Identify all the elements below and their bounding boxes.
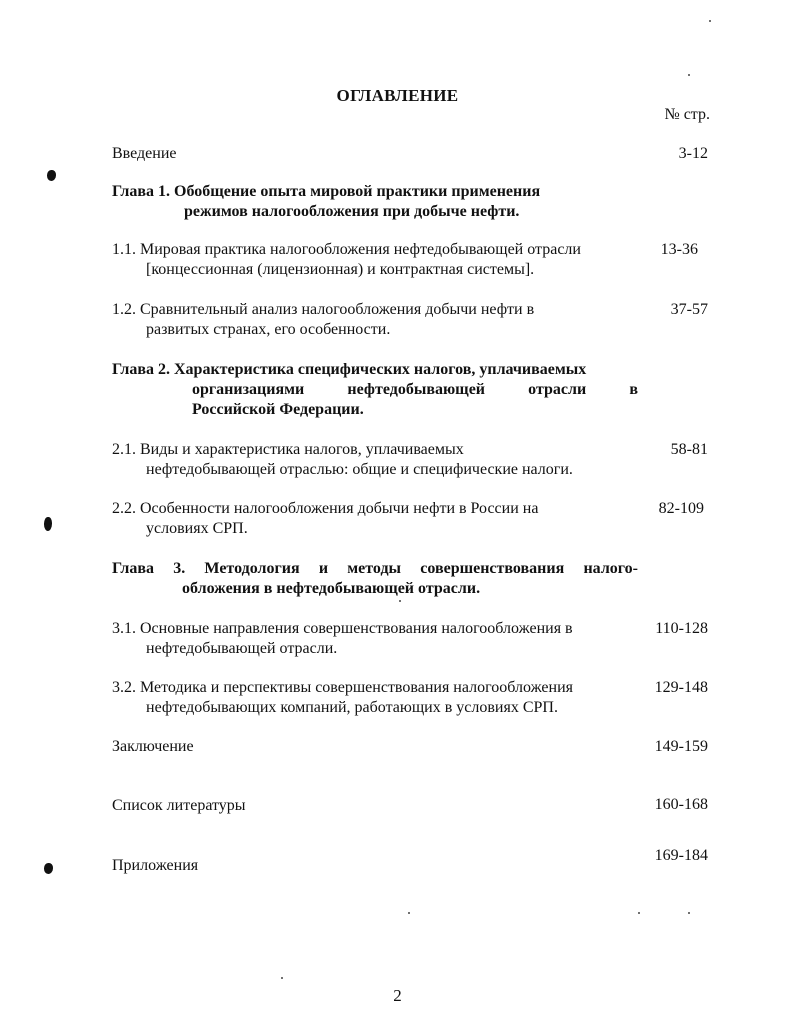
toc-entry-introduction (112, 144, 632, 164)
scan-mark (47, 170, 56, 181)
scan-speck (709, 20, 711, 22)
scan-speck (408, 912, 410, 914)
toc-appendices (112, 856, 632, 876)
toc-page-range: 58-81 (670, 441, 708, 458)
scan-speck (281, 977, 283, 979)
toc-section-2-1 (112, 440, 632, 480)
toc-page-range: 13-36 (660, 241, 698, 258)
toc-page-range: 149-159 (654, 738, 708, 755)
page-title: ОГЛАВЛЕНИЕ (336, 86, 459, 105)
toc-entry-text-cont: организациями нефтедобывающей отрасли в (192, 381, 638, 398)
toc-conclusion (112, 737, 632, 757)
toc-page-range: 160-168 (654, 796, 708, 813)
toc-entry-text-cont: условиях СРП. (146, 520, 248, 537)
toc-entry-text-cont: обложения в нефтедобывающей отрасли. (182, 580, 481, 597)
toc-entry-text: 2.2. Особенности налогообложения добычи нефти в России на (112, 500, 539, 517)
toc-bibliography (112, 796, 632, 816)
page-column-header: № стр. (664, 106, 710, 123)
page-number: 2 (393, 986, 402, 1005)
toc-entry-text: 1.2. Сравнительный анализ налогообложения добычи нефти в (112, 301, 535, 318)
toc-entry-text: 1.1. Мировая практика налогообложения нефтедобывающей отрасли (112, 241, 581, 258)
toc-entry-text: 2.1. Виды и характеристика налогов, уплачиваемых (112, 441, 464, 458)
toc-entry-text: Приложения (112, 857, 199, 874)
toc-entry-text-cont: Российской Федерации. (192, 401, 364, 418)
toc-entry-text-cont: нефтедобывающих компаний, работающих в условиях СРП. (146, 699, 558, 716)
scan-speck (399, 600, 401, 602)
toc-entry-text: Заключение (112, 738, 194, 755)
toc-section-3-2 (112, 678, 632, 718)
toc-section-1-2 (112, 300, 632, 340)
toc-page-range: 82-109 (658, 500, 704, 517)
toc-section-2-2 (112, 499, 632, 539)
toc-entry-text-cont: режимов налогообложения при добыче нефти. (184, 203, 520, 220)
scan-mark (44, 863, 53, 874)
toc-entry-text: 3.2. Методика и перспективы совершенствования налогообложения (112, 679, 574, 696)
toc-page-range: 169-184 (654, 847, 708, 864)
toc-entry-text-cont: нефтедобывающей отраслью: общие и специфические налоги. (146, 461, 573, 478)
toc-page-range: 110-128 (655, 620, 708, 637)
toc-entry-text: Глава 3. Методология и методы совершенствования налого- (112, 560, 638, 577)
toc-entry-text: Список литературы (112, 797, 246, 814)
toc-page-range: 129-148 (654, 679, 708, 696)
toc-entry-text: Глава 1. Обобщение опыта мировой практики применения (112, 183, 541, 200)
scan-mark (44, 517, 52, 531)
toc-chapter-3 (112, 559, 638, 599)
toc-entry-text: Введение (112, 145, 177, 162)
scan-speck (688, 912, 690, 914)
toc-chapter-1 (112, 182, 632, 222)
scan-speck (688, 74, 690, 76)
scan-speck (638, 912, 640, 914)
toc-entry-text: 3.1. Основные направления совершенствования налогообложения в (112, 620, 573, 637)
toc-section-1-1 (112, 240, 632, 280)
toc-page-range: 37-57 (670, 301, 708, 318)
toc-section-3-1 (112, 619, 632, 659)
toc-entry-text-cont: [концессионная (лицензионная) и контрактная системы]. (146, 261, 535, 278)
toc-entry-text-cont: развитых странах, его особенности. (146, 321, 391, 338)
toc-entry-text-cont: нефтедобывающей отрасли. (146, 640, 338, 657)
toc-page-range: 3-12 (678, 145, 708, 162)
toc-entry-text: Глава 2. Характеристика специфических налогов, уплачиваемых (112, 361, 587, 378)
toc-chapter-2 (112, 360, 638, 420)
